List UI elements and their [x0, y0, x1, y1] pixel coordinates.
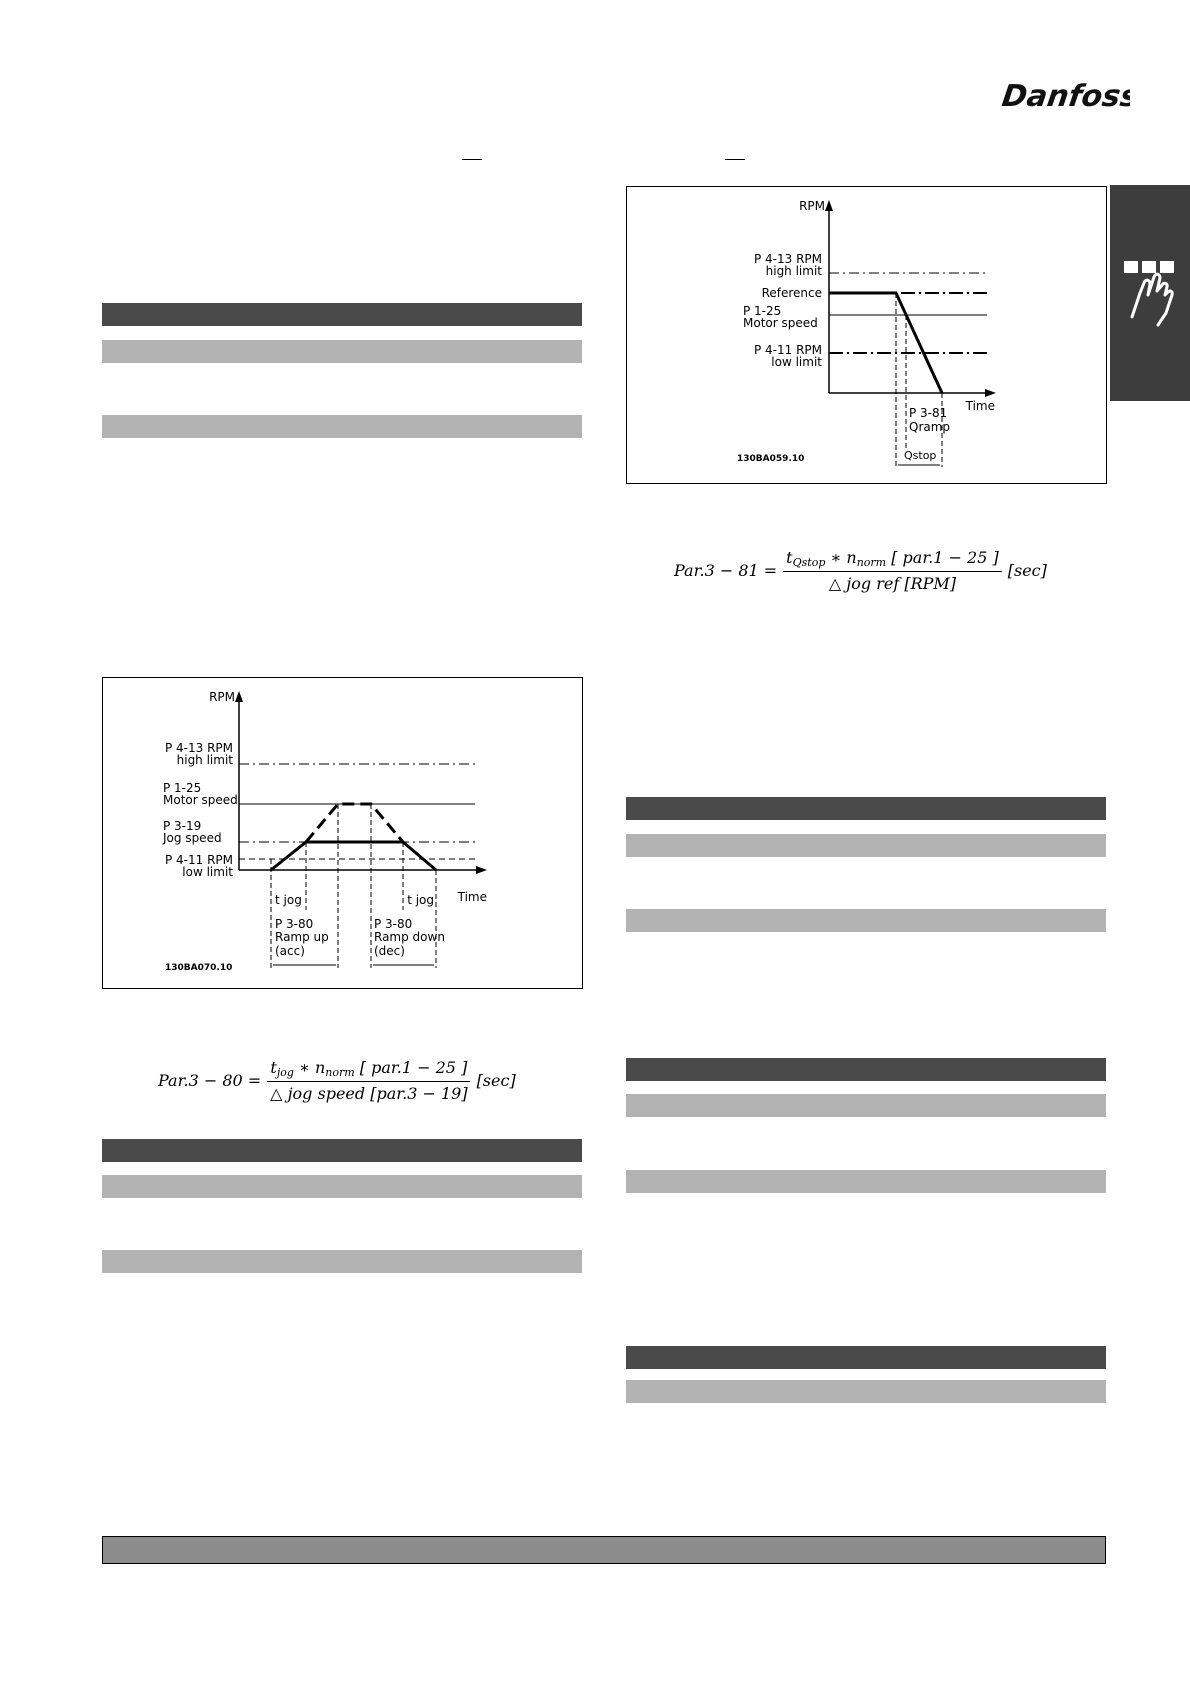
svg-text:P 1-25: P 1-25 [743, 304, 782, 318]
parameter-bar [626, 1170, 1106, 1193]
parameter-bar [626, 1380, 1106, 1403]
section-header-bar [626, 1058, 1106, 1081]
section-header-bar [626, 1346, 1106, 1369]
quick-stop-equation: Par.3 − 81 = $\frac{t_{Qstop} ∗ n_{norm} [ par.1 - 25 ]}{\text{△ jog ref [RPM]}}$ [sec] [674, 547, 1047, 593]
svg-text:t jog: t jog [407, 893, 434, 907]
section-header-bar [626, 797, 1106, 820]
parameter-bar [626, 1094, 1106, 1117]
svg-text:(dec): (dec) [374, 944, 405, 958]
svg-text:P 4-13 RPM: P 4-13 RPM [164, 741, 233, 755]
svg-text:P 4-11 RPM: P 4-11 RPM [753, 343, 822, 357]
parameter-bar [102, 1175, 582, 1198]
svg-text:Time: Time [457, 890, 487, 904]
hand-pointer-icon [1110, 185, 1190, 401]
svg-text:130BA070.10: 130BA070.10 [165, 963, 233, 973]
danfoss-logo [1000, 70, 1130, 118]
chapter-tab [1110, 185, 1190, 401]
svg-text:RPM: RPM [209, 690, 235, 704]
svg-text:P 3-80: P 3-80 [275, 917, 314, 931]
parameter-bar [102, 415, 582, 438]
svg-text:Jog speed: Jog speed [163, 831, 222, 845]
svg-text:Time: Time [965, 399, 995, 413]
svg-text:P 1-25: P 1-25 [163, 781, 202, 795]
svg-text:low limit: low limit [771, 355, 822, 369]
parameter-bar [102, 1250, 582, 1273]
svg-text:Ramp up: Ramp up [275, 930, 329, 944]
svg-text:P 3-80: P 3-80 [374, 917, 413, 931]
svg-text:Danfoss: Danfoss [1000, 79, 1130, 114]
svg-text:130BA059.10: 130BA059.10 [737, 454, 805, 464]
parameter-bar [626, 909, 1106, 932]
svg-text:(acc): (acc) [275, 944, 305, 958]
svg-text:t jog: t jog [275, 893, 302, 907]
header-mark-left [462, 159, 482, 160]
svg-text:high limit: high limit [765, 264, 822, 278]
section-header-bar [102, 1139, 582, 1162]
svg-text:Qramp: Qramp [909, 420, 951, 434]
svg-text:low limit: low limit [182, 865, 233, 879]
section-header-bar [102, 303, 582, 326]
parameter-bar [626, 834, 1106, 857]
jog-ramp-diagram [103, 678, 582, 988]
svg-text:P 3-81: P 3-81 [909, 406, 948, 420]
footer-bar [102, 1536, 1106, 1564]
svg-text:Ramp down: Ramp down [374, 930, 445, 944]
ramp-up-equation: Par.3 − 80 = $\frac{t_{jog} ∗ n_{norm} [ par.1 - 25 ]}{\text{△ jog speed [par.3 − 19]}}$ [sec] [158, 1057, 516, 1103]
svg-text:high limit: high limit [176, 753, 233, 767]
svg-text:Motor speed: Motor speed [163, 793, 238, 807]
svg-text:P 4-11 RPM: P 4-11 RPM [164, 853, 233, 867]
svg-text:P 3-19: P 3-19 [163, 819, 202, 833]
quick-stop-figure [626, 186, 1107, 484]
svg-text:Qstop: Qstop [904, 449, 937, 462]
svg-text:Motor speed: Motor speed [743, 316, 818, 330]
jog-ramp-figure [102, 677, 583, 989]
svg-text:Reference: Reference [761, 286, 822, 300]
quick-stop-diagram [627, 187, 1106, 483]
parameter-bar [102, 340, 582, 363]
svg-text:P 4-13 RPM: P 4-13 RPM [753, 252, 822, 266]
header-mark-right [725, 159, 745, 160]
svg-text:RPM: RPM [799, 199, 825, 213]
